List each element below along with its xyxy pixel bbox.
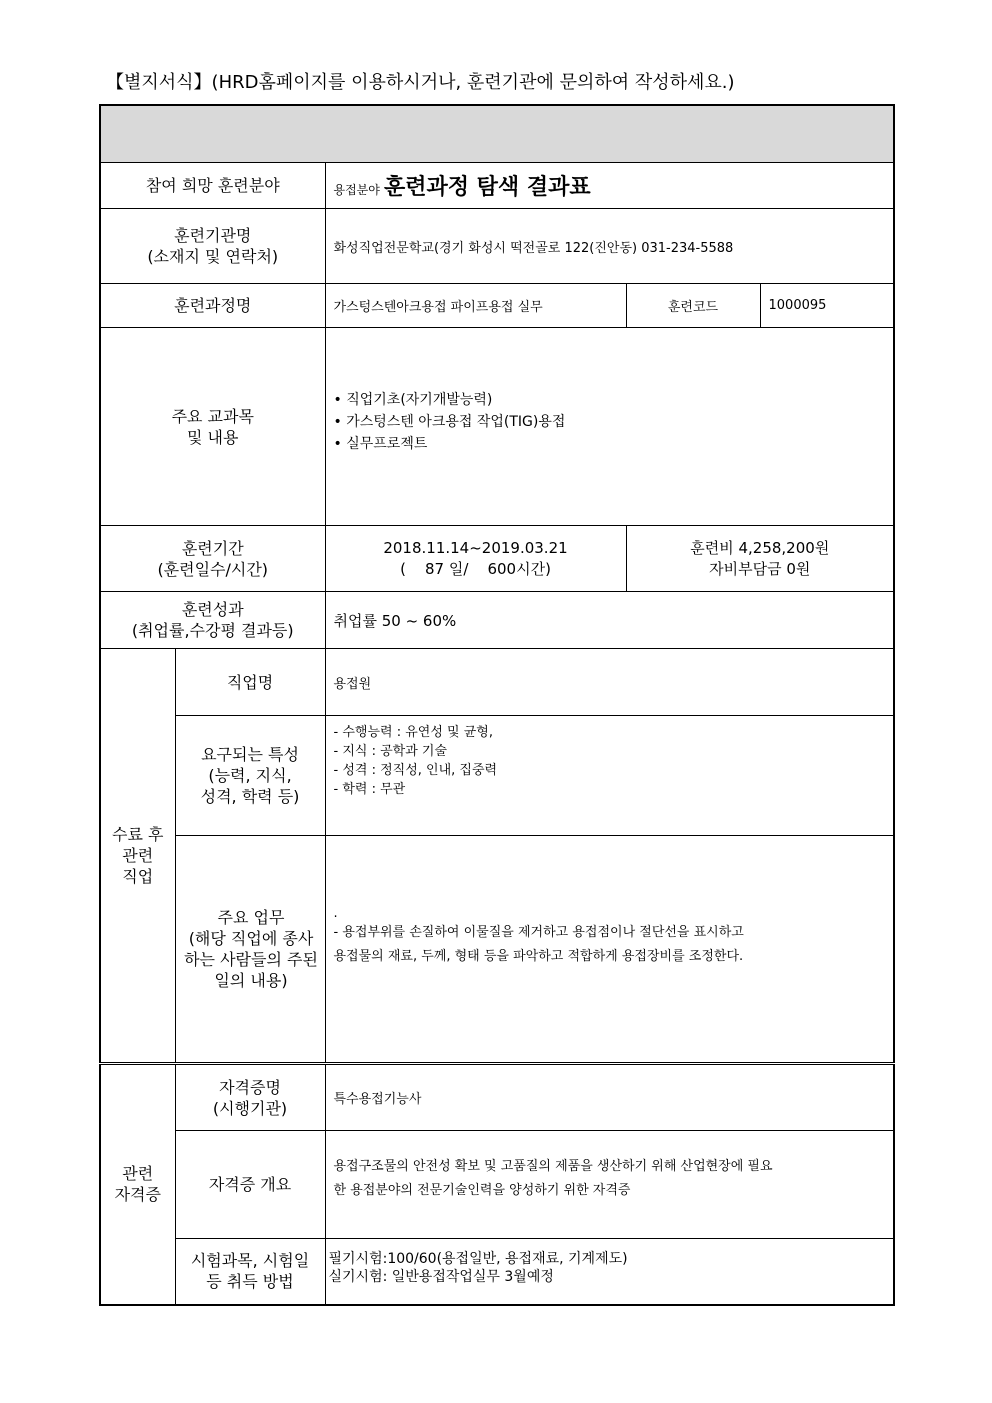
cert-name-label-line: 자격증명	[219, 1077, 281, 1097]
duty-dot: .	[333, 906, 338, 921]
job-section-line: 관련	[122, 846, 154, 865]
job-duty-row	[100, 836, 894, 1064]
institution-value: 화성직업전문학교(경기 화성시 떡전골로 122(진안동) 031-234-5588	[325, 209, 894, 284]
job-name-row	[100, 649, 894, 716]
job-section-line: 직업	[122, 867, 154, 886]
job-duty-value	[325, 836, 894, 1064]
period-row	[100, 526, 894, 592]
job-section-label	[100, 649, 175, 1064]
job-section-line: 수료 후	[112, 825, 164, 844]
field-small-text: 용접분야	[333, 183, 380, 197]
cert-overview-label: 자격증 개요	[175, 1131, 325, 1239]
subject-item: • 실무프로젝트	[334, 433, 894, 455]
traits-label-line: 성격, 학력 등)	[200, 787, 300, 806]
form-title: 훈련과정 탐색 결과표	[384, 175, 591, 200]
result-form-table	[99, 104, 895, 1306]
gray-header-row	[100, 105, 894, 163]
field-label: 참여 희망 훈련분야	[100, 163, 325, 209]
gray-band	[100, 105, 894, 163]
training-cost: 훈련비 4,258,200원	[690, 538, 830, 557]
job-traits-row	[100, 716, 894, 836]
overview-line: 용접구조물의 안전성 확보 및 고품질의 제품을 생산하기 위해 산업현장에 필요	[333, 1158, 773, 1174]
period-cost-cell	[626, 526, 894, 592]
exam-label-line: 등 취득 방법	[206, 1272, 294, 1292]
trait-line: - 지식 : 공학과 기술	[333, 743, 448, 759]
duty-label-line: (해당 직업에 종사	[188, 929, 314, 948]
outcome-label-line1: 훈련성과	[181, 600, 244, 619]
subjects-label-line1: 주요 교과목	[171, 406, 254, 426]
exam-line: 실기시험: 일반용접작업실무 3월예정	[328, 1269, 554, 1286]
form-header: 【별지서식】(HRD홈페이지를 이용하시거나, 훈련기관에 문의하여 작성하세요.)	[106, 72, 735, 93]
subjects-label	[100, 328, 325, 526]
exam-label-line: 시험과목, 시험일	[190, 1251, 310, 1271]
cert-name-row	[100, 1064, 894, 1131]
trait-line: - 수행능력 : 유연성 및 균형,	[333, 724, 493, 740]
subjects-list	[334, 389, 894, 455]
traits-label-line: 요구되는 특성	[201, 745, 299, 764]
course-value: 가스텅스텐아크용접 파이프용접 실무	[325, 284, 626, 328]
outcome-label-line2: (취업률,수강평 결과등)	[131, 621, 294, 640]
course-label: 훈련과정명	[100, 284, 325, 328]
cert-name-label	[175, 1064, 325, 1131]
cert-exam-label	[175, 1239, 325, 1305]
cert-section-line: 자격증	[114, 1185, 161, 1205]
institution-row	[100, 209, 894, 284]
outcome-value: 취업률 50 ~ 60%	[325, 592, 894, 649]
subjects-value	[325, 328, 894, 526]
job-traits-label	[175, 716, 325, 836]
cert-overview-row	[100, 1131, 894, 1239]
subject-item: • 직업기초(자기개발능력)	[334, 389, 894, 411]
job-traits-value	[325, 716, 894, 836]
trait-line: - 학력 : 무관	[333, 781, 406, 797]
subjects-row	[100, 328, 894, 526]
overview-line: 한 용접분야의 전문기술인력을 양성하기 위한 자격증	[333, 1182, 631, 1198]
trait-line: - 성격 : 정직성, 인내, 집중력	[333, 762, 498, 778]
period-label-line2: (훈련일수/시간)	[157, 559, 269, 579]
cert-name-value: 특수용접기능사	[325, 1064, 894, 1131]
self-pay: 자비부담금 0원	[709, 559, 811, 578]
cert-exam-value	[325, 1239, 894, 1305]
course-code-value: 1000095	[760, 284, 894, 328]
duty-line: - 용접부위를 손질하여 이물질을 제거하고 용접점이나 절단선을 표시하고	[333, 925, 744, 940]
duty-line: 용접물의 재료, 두께, 형태 등을 파악하고 적합하게 용접장비를 조정한다.	[333, 949, 744, 964]
duty-label-line: 주요 업무	[217, 908, 285, 927]
subjects-label-line2: 및 내용	[187, 427, 239, 447]
job-name-label: 직업명	[175, 649, 325, 716]
period-label-line1: 훈련기간	[181, 538, 244, 558]
course-code-label: 훈련코드	[626, 284, 760, 328]
field-row	[100, 163, 894, 209]
exam-line: 필기시험:100/60(용접일반, 용접재료, 기계제도)	[328, 1251, 628, 1268]
outcome-row	[100, 592, 894, 649]
duty-label-line: 하는 사람들의 주된	[184, 950, 318, 969]
cert-name-label-line: (시행기관)	[212, 1098, 288, 1118]
title-cell	[325, 163, 894, 209]
institution-label-line1: 훈련기관명	[174, 226, 252, 245]
course-row	[100, 284, 894, 328]
cert-section-label	[100, 1064, 175, 1305]
duty-label-line: 일의 내용)	[214, 971, 288, 990]
subject-item: • 가스텅스텐 아크용접 작업(TIG)용접	[334, 411, 894, 433]
traits-label-line: (능력, 지식,	[208, 766, 292, 785]
cert-exam-row	[100, 1239, 894, 1305]
cert-overview-value	[325, 1131, 894, 1239]
cert-section-line: 관련	[122, 1164, 154, 1184]
job-duty-label	[175, 836, 325, 1064]
period-dates-cell	[325, 526, 626, 592]
institution-label-line2: (소재지 및 연락처)	[147, 247, 279, 266]
job-name-value: 용접원	[325, 649, 894, 716]
period-days-hours: ( 87 일/ 600시간)	[400, 559, 551, 578]
outcome-label	[100, 592, 325, 649]
period-dates: 2018.11.14~2019.03.21	[383, 538, 568, 557]
institution-label	[100, 209, 325, 284]
period-label	[100, 526, 325, 592]
